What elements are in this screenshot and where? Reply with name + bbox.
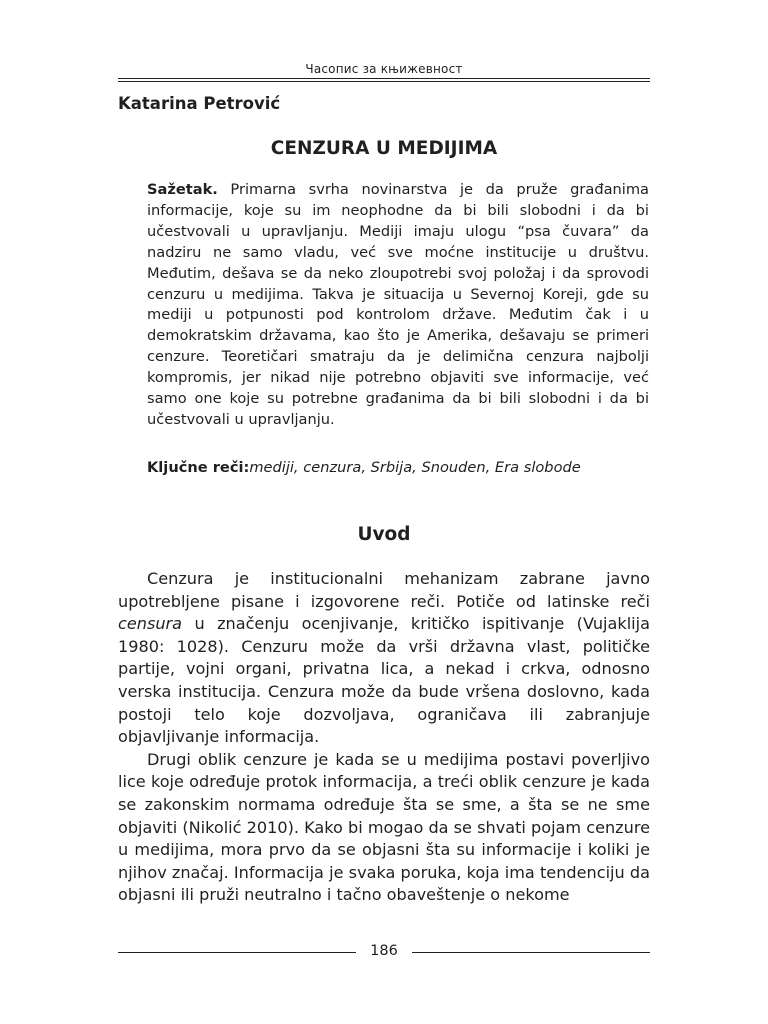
footer-rule-right bbox=[412, 952, 650, 953]
running-header: Часопис за књижевност bbox=[305, 62, 463, 76]
abstract-text: Primarna svrha novinarstva je da pruže građanima informacije, koje su im neophodne da bi bili slobodni i da bi učestvovali u upravljanju. Mediji imaju ulogu “psa čuvara” da nadziru ne samo vladu, već sve moćne institucije u društvu. Međutim, dešava se da neko zloupotrebi svoj položaj i da sprovodi cenzuru u medijima. Takva je situacija u Severnoj Koreji, gde su mediji u potpunosti pod kontrolom države. Međutim čak i u demokratskim državama, kao što je Amerika, dešavaju se primeri cenzure. Teoretičari smatraju da je delimična cenzura najbolji kompromis, jer nikad nije potrebno objaviti sve informacije, već samo one koje su potrebne građanima da bi bili slobodni i da bi učestvovali u upravljanju. bbox=[147, 181, 649, 428]
keywords-label: Ključne reči: bbox=[147, 459, 250, 476]
paragraph-text: u značenju ocenjivanje, kritičko ispitivanje (Vujaklija 1980: 1028). Cenzuru može da vrši državna vlast, političke partije, vojni organi, privatna lica, a nekad i crkva, odnosno verska institucija. Cenzura može da bude vršena doslovno, kada postoji telo koje dozvoljava, ograničava ili zabranjuje objavljivanje informacija. bbox=[118, 614, 650, 747]
paragraph bbox=[118, 568, 650, 749]
paragraph: Drugi oblik cenzure je kada se u medijima postavi poverljivo lice koje određuje protok informacija, a treći oblik cenzure je kada se zakonskim normama određuje šta se sme, a šta se ne sme objaviti (Nikolić 2010). Kako bi mogao da se shvati pojam cenzure u medijima, mora prvo da se objasni šta su informacije i koliki je njihov značaj. Informacija je svaka poruka, koja ima tendenciju da objasni ili pruži neutralno i tačno obaveštenje o nekome bbox=[118, 749, 650, 905]
keywords-text: mediji, cenzura, Srbija, Snouden, Era slobode bbox=[249, 459, 581, 476]
abstract bbox=[147, 180, 649, 431]
page-number: 186 bbox=[370, 943, 398, 959]
header-rule bbox=[118, 78, 650, 79]
latin-term: censura bbox=[118, 614, 183, 634]
author-name: Katarina Petrović bbox=[118, 94, 281, 113]
header-rule-double bbox=[118, 81, 650, 82]
body-text bbox=[118, 568, 650, 907]
article-title: CENZURA U MEDIJIMA bbox=[270, 138, 498, 159]
keywords bbox=[147, 458, 667, 478]
footer-rule-left bbox=[118, 952, 356, 953]
abstract-label: Sažetak. bbox=[147, 181, 218, 198]
paragraph-text: Cenzura je institucionalni mehanizam zabrane javno upotrebljene pisane i izgovorene reči. Potiče od latinske reči bbox=[118, 569, 650, 611]
section-heading: Uvod bbox=[357, 524, 411, 545]
